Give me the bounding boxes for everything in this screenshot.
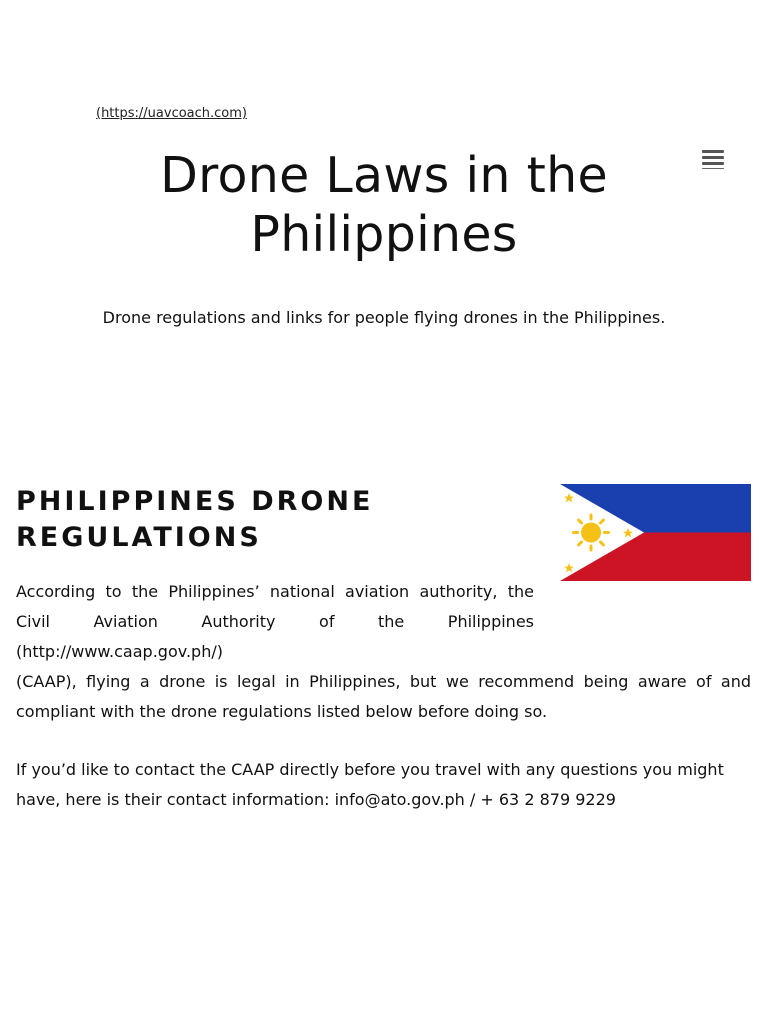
site-home-link[interactable]: (https://uavcoach.com) — [96, 106, 247, 121]
menu-bar-2 — [702, 156, 724, 159]
section-body — [16, 577, 751, 815]
hamburger-menu-icon[interactable] — [702, 150, 724, 170]
philippines-flag-icon — [560, 484, 751, 581]
page-title: Drone Laws in the Philippines — [160, 147, 608, 263]
menu-bar-4 — [702, 168, 724, 169]
flag-sun — [574, 515, 609, 550]
menu-bar-3 — [702, 162, 724, 165]
paragraph-regulations-intro: According to the Philippines’ national aviation authority, the Civil Aviation Authority of the Philippines (http://www.caap.gov.ph/) — [16, 582, 534, 661]
page-subtitle: Drone regulations and links for people flying drones in the Philippines. — [102, 308, 666, 327]
paragraph-regulations-intro-cont: (CAAP), flying a drone is legal in Philippines, but we recommend being aware of and compliant with the drone regulations listed below before doing so. — [16, 672, 751, 721]
paragraph-contact-info: If you’d like to contact the CAAP directly before you travel with any questions you might have, here is their contact information: info@ato.gov.ph / + 63 2 879 9229 — [16, 760, 724, 809]
menu-bar-1 — [702, 150, 724, 153]
section-heading: PHILIPPINES DRONE REGULATIONS — [16, 486, 374, 553]
